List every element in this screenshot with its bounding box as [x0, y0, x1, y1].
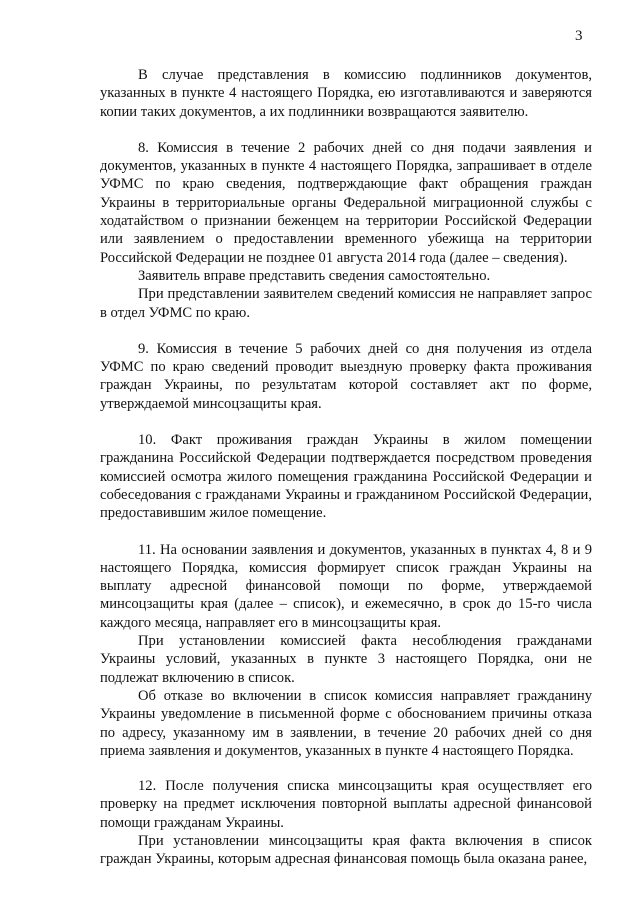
paragraph-refusal-notice: Об отказе во включении в список комиссия направляет гражданину Украины уведомление в письменной форме с обоснованием причины отказа по адресу, указанному им в заявлении, в течение 20 рабочих дней со дня приема заявления и документов, указанных в пункте 4 настоящего Порядка.: [100, 687, 592, 759]
paragraph-item-11: 11. На основании заявления и документов, указанных в пунктах 4, 8 и 9 настоящего Порядка, комиссия формирует список граждан Украины на выплату адресной финансовой помощи по форме, утверждаемой минсоцзащиты края (далее – список), и ежемесячно, в срок до 15-го числа каждого месяца, направляет его в минсоцзащиты края.: [100, 541, 592, 631]
paragraph-no-request: При представлении заявителем сведений комиссия не направляет запрос в отдел УФМС по краю.: [100, 286, 592, 321]
paragraph-applicant-right: Заявитель вправе представить сведения самостоятельно.: [138, 267, 491, 284]
paragraph-item-9: 9. Комиссия в течение 5 рабочих дней со дня получения из отдела УФМС по краю сведений проводит выездную проверку факта проживания граждан Украины, по результатам которой составляет акт по форме, утверждаемой минсоцзащиты края.: [100, 340, 592, 412]
document-body: [100, 66, 592, 869]
paragraph-originals: В случае представления в комиссию подлинников документов, указанных в пункте 4 настоящего Порядка, ею изготавливаются и заверяются копии таких документов, а их подлинники возвращаются заявителю.: [100, 67, 592, 120]
paragraph-gap: [100, 760, 592, 777]
paragraph-repeat-payment: При установлении минсоцзащиты края факта включения в список граждан Украины, которым адресная финансовая помощь была оказана ранее,: [100, 832, 592, 868]
paragraph-gap: [100, 322, 592, 340]
page-number: 3: [575, 28, 583, 44]
paragraph-item-8: 8. Комиссия в течение 2 рабочих дней со дня подачи заявления и документов, указанных в пункте 4 настоящего Порядка, запрашивает в отделе УФМС по краю сведения, подтверждающие факт обращения граждан Украины в территориальные органы Федеральной миграционной службы с ходатайством о признании беженцем на территории Российской Федерации или заявлением о предоставлении временного убежища на территории Российской Федерации не позднее 01 августа 2014 года (далее – сведения).: [100, 139, 592, 266]
paragraph-non-compliance: При установлении комиссией факта несоблюдения гражданами Украины условий, указанных в пункте 3 настоящего Порядка, они не подлежат включению в список.: [100, 633, 592, 686]
paragraph-gap: [100, 121, 592, 139]
paragraph-gap: [100, 413, 592, 431]
paragraph-item-10: 10. Факт проживания граждан Украины в жилом помещении гражданина Российской Федерации подтверждается посредством проведения комиссией осмотра жилого помещения гражданина Российской Федерации и собеседования с гражданами Украины и гражданином Российской Федерации, предоставившим жилое помещение.: [100, 432, 592, 522]
paragraph-gap: [100, 523, 592, 541]
paragraph-item-12: 12. После получения списка минсоцзащиты края осуществляет его проверку на предмет исключения повторной выплаты адресной финансовой помощи гражданам Украины.: [100, 778, 592, 831]
